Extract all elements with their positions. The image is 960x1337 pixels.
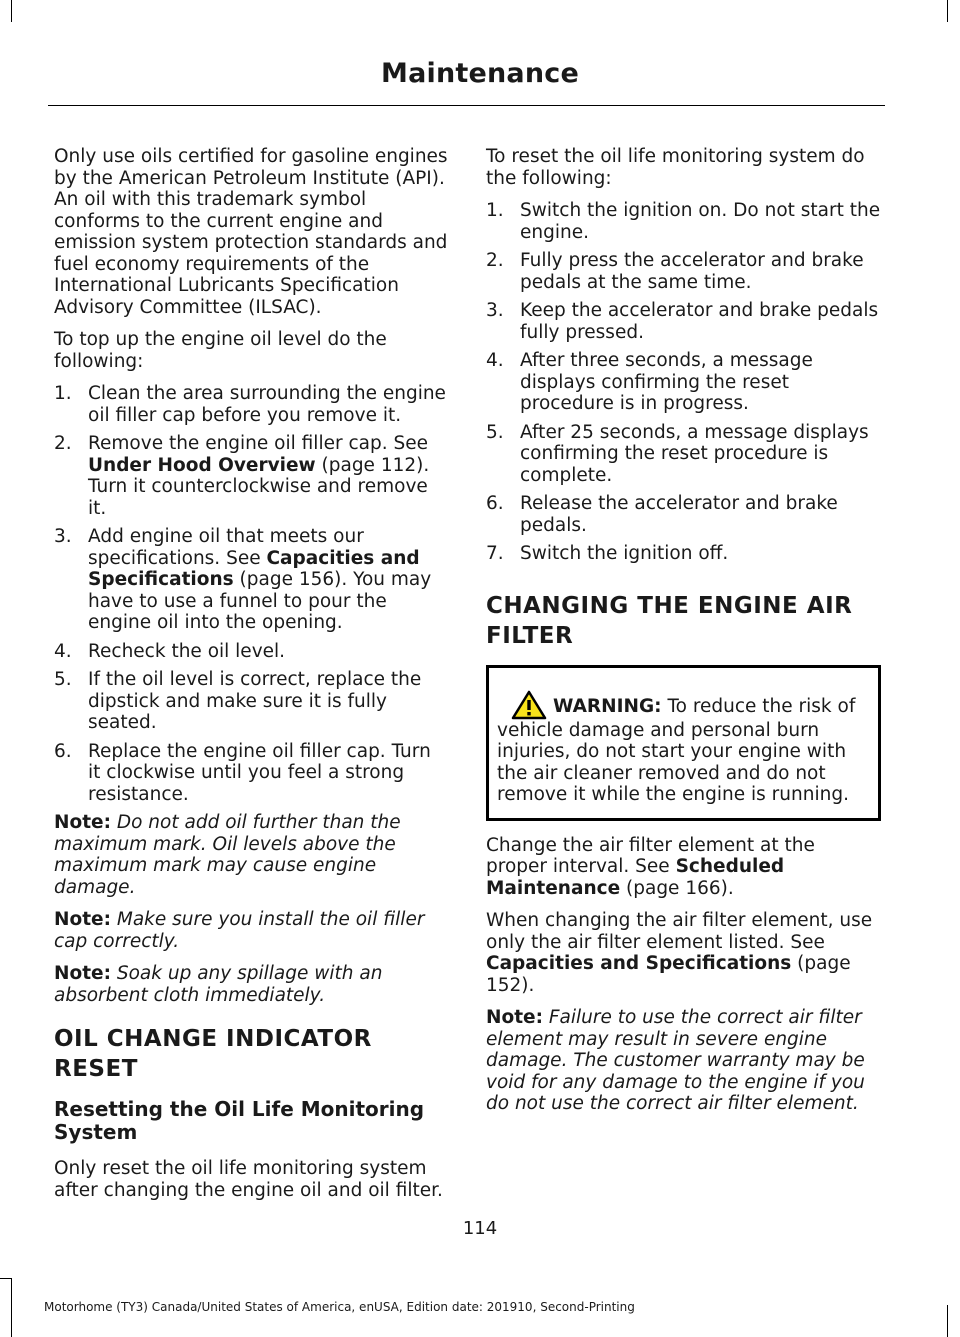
list-item: 1. Clean the area surrounding the engine oil filler cap before you remove it. xyxy=(54,383,446,426)
section-heading-air-filter: CHANGING THE ENGINE AIR FILTER xyxy=(486,592,853,649)
crop-mark-top-right xyxy=(947,0,948,22)
warning-label: WARNING: xyxy=(553,695,662,717)
left-column xyxy=(54,146,449,1212)
note-spillage: Note: Soak up any spillage with an absorbent cloth immediately. xyxy=(54,963,383,1006)
cross-reference-link[interactable]: Under Hood Overview xyxy=(88,454,316,476)
warning-box xyxy=(486,665,881,821)
topup-steps xyxy=(54,383,449,805)
list-item: 4. Recheck the oil level. xyxy=(54,640,286,662)
warning-triangle-icon xyxy=(511,690,547,720)
cross-reference-link[interactable]: Capacities and Specifications xyxy=(486,953,792,974)
warning-text: To reduce the risk of vehicle damage and personal burn injuries, do not start your engine with the air cleaner removed and do not remove it while the engine is running. xyxy=(497,695,856,805)
reset-intro-right: To reset the oil life monitoring system do the following: xyxy=(486,146,865,189)
list-item: 2. Fully press the accelerator and brake pedals at the same time. xyxy=(486,250,864,293)
list-item: 1. Switch the ignition on. Do not start the engine. xyxy=(486,200,881,243)
list-item: 6. Release the accelerator and brake pedals. xyxy=(486,493,838,536)
air-filter-interval-paragraph: Change the air filter element at the proper interval. See Scheduled Maintenance (page 166). xyxy=(486,834,815,899)
edition-footer: Motorhome (TY3) Canada/United States of America, enUSA, Edition date: 201910, Second-Printing xyxy=(44,1300,635,1314)
cross-reference-link[interactable]: Capacities and Specifications xyxy=(88,547,420,590)
list-item: 3. Add engine oil that meets our specifications. See Capacities and Specifications (page 156). You may have to use a funnel to pour the engine oil into the opening. xyxy=(54,526,432,633)
crop-mark-bottom-left xyxy=(11,1278,12,1337)
list-item: 5. If the oil level is correct, replace the dipstick and make sure it is fully seated. xyxy=(54,669,422,733)
list-item: 6. Replace the engine oil filler cap. Turn it clockwise until you feel a strong resistance. xyxy=(54,740,431,805)
note-air-filter: Note: Failure to use the correct air filter element may result in severe engine damage. The customer warranty may be void for any damage to the engine if you do not use the correct air filter element. xyxy=(486,1007,865,1114)
air-filter-element-paragraph: When changing the air filter element, use only the air filter element listed. See Capacities and Specifications (page 152). xyxy=(486,910,873,996)
list-item: 5. After 25 seconds, a message displays confirming the reset procedure is complete. xyxy=(486,421,869,486)
crop-mark-bottom-left-h xyxy=(0,1278,12,1279)
subheading-resetting: Resetting the Oil Life Monitoring System xyxy=(54,1097,425,1144)
right-column xyxy=(486,146,881,1126)
cross-reference-link[interactable]: Scheduled Maintenance xyxy=(486,856,785,899)
section-heading-oil-change-reset: OIL CHANGE INDICATOR RESET xyxy=(54,1026,372,1082)
list-item: 4. After three seconds, a message displays confirming the reset procedure is in progress. xyxy=(486,350,813,414)
list-item: 2. Remove the engine oil filler cap. See Under Hood Overview (page 112). Turn it counterclockwise and remove it. xyxy=(54,433,430,519)
page-number: 114 xyxy=(462,1218,498,1239)
reset-steps xyxy=(486,200,881,565)
list-item: 7. Switch the ignition off. xyxy=(486,543,729,564)
crop-mark-top-left xyxy=(11,0,12,22)
reset-intro-left: Only reset the oil life monitoring system after changing the engine oil and oil filter. xyxy=(54,1158,443,1201)
oil-certification-paragraph: Only use oils certified for gasoline engines by the American Petroleum Institute (API). An oil with this trademark symbol conforms to the current engine and emission system protection standards and fuel economy requirements of the International Lubricants Specification Advisory Committee (ILSAC). xyxy=(54,146,448,318)
note-filler-cap: Note: Make sure you install the oil filler cap correctly. xyxy=(54,909,425,952)
page-header-title: Maintenance xyxy=(381,58,579,89)
crop-mark-bottom-right xyxy=(947,1305,948,1337)
note-oil-level: Note: Do not add oil further than the maximum mark. Oil levels above the maximum mark may cause engine damage. xyxy=(54,812,401,898)
topup-intro: To top up the engine oil level do the following: xyxy=(54,329,387,372)
list-item: 3. Keep the accelerator and brake pedals fully pressed. xyxy=(486,300,879,343)
header-divider xyxy=(48,105,885,106)
